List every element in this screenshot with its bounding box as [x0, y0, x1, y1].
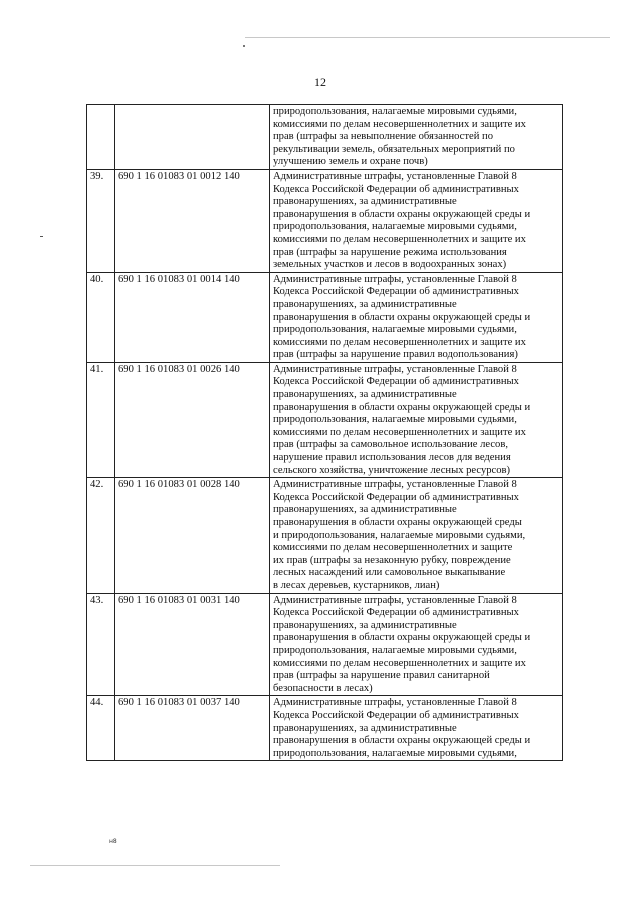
table-row	[87, 593, 563, 696]
description-text: Административные штрафы, установленные Главой 8 Кодекса Российской Федерации об административных правонарушениях, за административные правонарушения в области охраны окружающей среды и природопользования, налагаемые мировыми судьями, комиссиями по делам несовершеннолетних и защите их прав (штрафы за нарушение режима использования земельных участков и лесов в водоохранных зонах)	[273, 170, 531, 271]
scan-artifact-line	[245, 37, 610, 38]
description-text: Административные штрафы, установленные Главой 8 Кодекса Российской Федерации об административных правонарушениях, за административные правонарушения в области охраны окружающей среды и природопользования, налагаемые мировыми судьями, комиссиями по делам несовершеннолетних и защите их прав (штрафы за нарушение правил водопользования)	[273, 273, 531, 361]
row-number: 39.	[87, 169, 115, 272]
row-number: 43.	[87, 593, 115, 696]
budget-classification-code: 690 1 16 01083 01 0014 140	[115, 272, 270, 362]
table-row	[87, 362, 563, 477]
revenue-description	[270, 478, 563, 593]
scan-artifact-line	[30, 865, 280, 866]
row-number: 42.	[87, 478, 115, 593]
budget-classification-code: 690 1 16 01083 01 0037 140	[115, 696, 270, 761]
description-text: Административные штрафы, установленные Главой 8 Кодекса Российской Федерации об административных правонарушениях, за административные правонарушения в области охраны окружающей среды и природопользования, налагаемые мировыми судьями, комиссиями по делам несовершеннолетних и защите их прав (штрафы за нарушение правил санитарной безопасности в лесах)	[273, 594, 531, 694]
page-number: 12	[314, 75, 326, 89]
scan-artifact-dot	[40, 236, 43, 237]
revenue-description	[270, 169, 563, 272]
table-row	[87, 272, 563, 362]
revenue-description	[270, 696, 563, 761]
row-number	[87, 105, 115, 170]
revenue-description	[270, 593, 563, 696]
budget-classification-code: 690 1 16 01083 01 0028 140	[115, 478, 270, 593]
table-row	[87, 105, 563, 170]
table-row	[87, 169, 563, 272]
scan-artifact-dot	[243, 45, 245, 47]
description-text: Административные штрафы, установленные Главой 8 Кодекса Российской Федерации об административных правонарушениях, за административные правонарушения в области охраны окружающей среды и природопользования, налагаемые мировыми судьями, комиссиями по делам несовершеннолетних и защите их прав (штрафы за самовольное использование лесов, нарушение правил использования лесов для ведения сельского хозяйства, уничтожение лесных ресурсов)	[273, 363, 531, 476]
footer-mark: н8	[109, 838, 117, 845]
description-text: Административные штрафы, установленные Главой 8 Кодекса Российской Федерации об административных правонарушениях, за административные правонарушения в области охраны окружающей среды и природопользования, налагаемые мировыми судьями, комиссиями по делам несовершеннолетних и защите их прав (штрафы за незаконную рубку, повреждение лесных насаждений или самовольное выкапывание в лесах деревьев, кустарников, лиан)	[273, 479, 526, 591]
fines-table	[86, 104, 563, 761]
table-row	[87, 696, 563, 761]
budget-classification-code: 690 1 16 01083 01 0012 140	[115, 169, 270, 272]
description-text: Административные штрафы, установленные Главой 8 Кодекса Российской Федерации об административных правонарушениях, за административные правонарушения в области охраны окружающей среды и природопользования, налагаемые мировыми судьями,	[273, 697, 531, 759]
row-number: 40.	[87, 272, 115, 362]
description-text: природопользования, налагаемые мировыми судьями, комиссиями по делам несовершеннолетних и защите их прав (штрафы за невыполнение обязанностей по рекультивации земель, обязательных мероприятий по улучшению земель и охране почв)	[273, 106, 526, 168]
budget-classification-code: 690 1 16 01083 01 0026 140	[115, 362, 270, 477]
revenue-description	[270, 272, 563, 362]
revenue-description	[270, 105, 563, 170]
row-number: 41.	[87, 362, 115, 477]
row-number: 44.	[87, 696, 115, 761]
revenue-description	[270, 362, 563, 477]
table-row	[87, 478, 563, 593]
budget-classification-code	[115, 105, 270, 170]
budget-classification-code: 690 1 16 01083 01 0031 140	[115, 593, 270, 696]
